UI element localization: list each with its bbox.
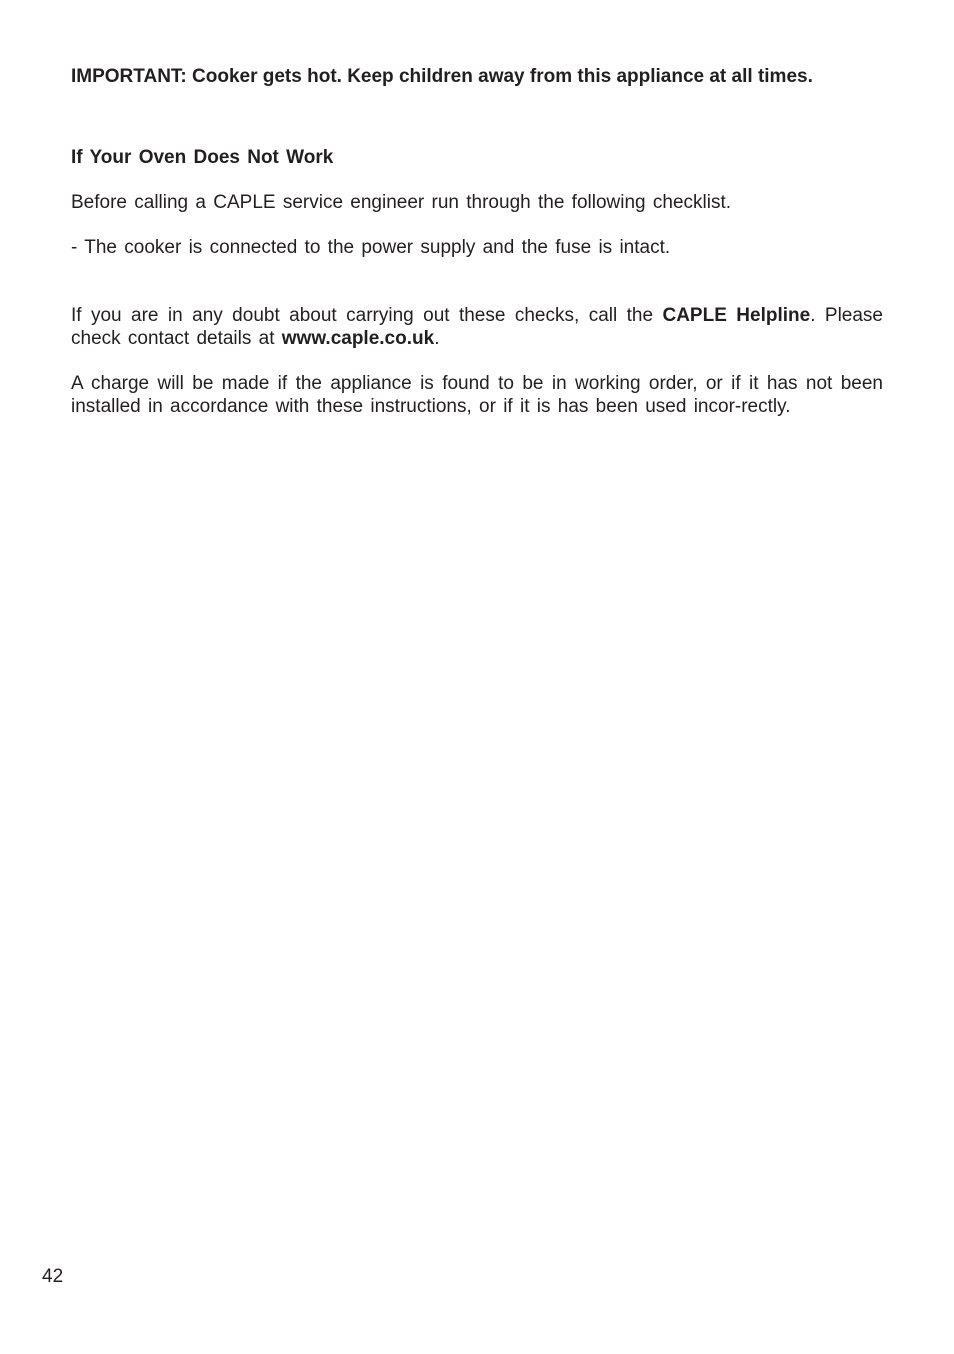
page-content (71, 64, 883, 418)
doubt-text-middle: . Please check contact details at (71, 305, 883, 349)
checklist-item: - The cooker is connected to the power supply and the fuse is intact. (71, 237, 671, 258)
page-number: 42 (42, 1266, 64, 1287)
website-link[interactable]: www.caple.co.uk (281, 328, 435, 349)
charge-note: A charge will be made if the appliance is found to be in working order, or if it has not been installed in accordance with these instructions, or if it is has been used incor-rectly. (71, 373, 883, 417)
intro-paragraph: Before calling a CAPLE service engineer run through the following checklist. (71, 192, 732, 213)
important-warning: IMPORTANT: Cooker gets hot. Keep children away from this appliance at all times. (71, 66, 813, 87)
section-title: If Your Oven Does Not Work (71, 147, 334, 168)
doubt-text-after: . (434, 328, 440, 349)
doubt-text-before: If you are in any doubt about carrying out these checks, call the (71, 305, 663, 326)
helpline-name: CAPLE Helpline (662, 305, 811, 326)
doubt-paragraph (71, 304, 883, 350)
